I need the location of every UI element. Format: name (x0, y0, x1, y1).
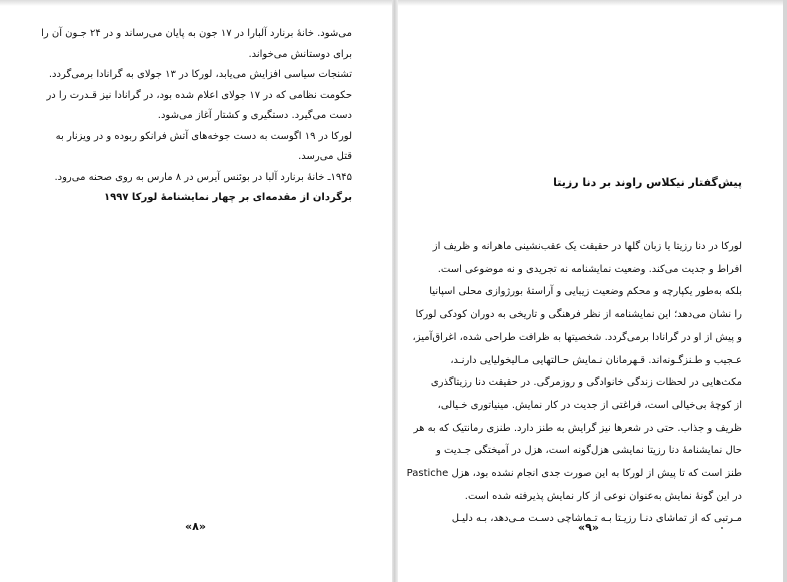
left-text-line: قتل می‌رسد. (298, 151, 352, 162)
left-text-line: تشنجات سیاسی افزایش می‌یابد، لورکا در ۱۳ جولای به گرانادا برمی‌گردد. (48, 69, 352, 80)
right-page (398, 0, 783, 582)
right-text-line: افراط و جدیت می‌کند. وضعیت نمایشنامه نه تجریدی و نه موضوعی است. (437, 263, 742, 275)
right-page-number: «۹» (578, 521, 599, 534)
right-text-line: طنز است که تا پیش از لورکا به این صورت جدی انجام نشده بود، هزل Pastiche (406, 468, 742, 480)
right-text-line: در این گونهٔ نمایش به‌عنوان نوعی از کار نمایش پذیرفته شده است. (464, 490, 742, 502)
left-page (0, 0, 392, 582)
right-text-line: از کوچهٔ بی‌خیالی است، فراغتی از جدیت در کار نمایش. مینیاتوری خـیالی، (437, 399, 742, 411)
right-text-line: حال نمایشنامهٔ دنا رزیتا نمایشی هزل‌گونه است، هزل در آمیختگی جـدیت و (436, 445, 742, 457)
left-text-line: می‌شود. خانهٔ برنارد آلبارا در ۱۷ جون به پایان می‌رساند و در ۲۴ جـون آن را (41, 28, 352, 39)
right-text-line: و پیش از او در گرانادا برمی‌گردد. شخصیتها به ظرافت طراحی شده، اغراق‌آمیز، (412, 331, 742, 343)
left-text-line: برای دوستانش می‌خواند. (248, 48, 352, 60)
preface-heading: پیش‌گفتار نیکلاس راوند بر دنا رزیتا (553, 176, 742, 189)
right-text-line: لورکا در دنا رزیتا یا زبان گلها در حقیقت یک عقب‌نشینی ماهرانه و ظریف از (432, 241, 742, 252)
right-text-line: بلکه به‌طور یکپارچه و محکم وضعیت زیبایی و آراستهٔ بورژوازی محلی اسپانیا (429, 286, 742, 298)
right-text-line: ظریف و جذاب. حتی در شعرها نیز گرایش به طنز دارد. طنزی رمانتیک که به هر (413, 422, 742, 434)
left-page-number: «۸» (185, 520, 206, 533)
right-text-line: عـجیب و طـنزگـونه‌اند. قـهرمانان نـمایش حـالتهایی مـالیخولیایی دارنـد، (450, 354, 742, 366)
left-text-line: ۱۹۴۵ـ خانهٔ برنارد آلبا در بوئنس آیرس در ۸ مارس به روی صحنه می‌رود. (54, 171, 352, 183)
scan-speck (721, 527, 723, 529)
right-page-text (406, 236, 742, 531)
left-text-line: دست می‌گیرد. دستگیری و کشتار آغاز می‌شود. (157, 110, 352, 121)
right-text-line: مکث‌هایی در لحظات زندگی خانوادگی و روزمرگی. در حقیقت دنا رزیتاگذری (430, 377, 742, 389)
left-text-line: لورکا در ۱۹ اگوست به دست جوخه‌های آتش فرانکو ربوده و در ویزنار به (55, 130, 352, 142)
right-text-line: مـرتبی که از تماشای دنـا رزیـتا بـه تـماشاچی دسـت مـی‌دهد، بـه دلیـل (451, 513, 742, 525)
left-text-line: حکومت نظامی که در ۱۷ جولای اعلام شده بود، در گرانادا نیز قـدرت را در (46, 89, 352, 101)
right-text-line: را نشان می‌دهد؛ این نمایشنامه از نظر فرهنگی و تاریخی به دوران کودکی لورکا (415, 309, 742, 321)
left-text-line: برگردان از مقدمه‌ای بر چهار نمایشنامهٔ لورکا ۱۹۹۷ (104, 192, 352, 203)
page-right-edge (783, 0, 787, 582)
left-page-text (41, 24, 352, 209)
